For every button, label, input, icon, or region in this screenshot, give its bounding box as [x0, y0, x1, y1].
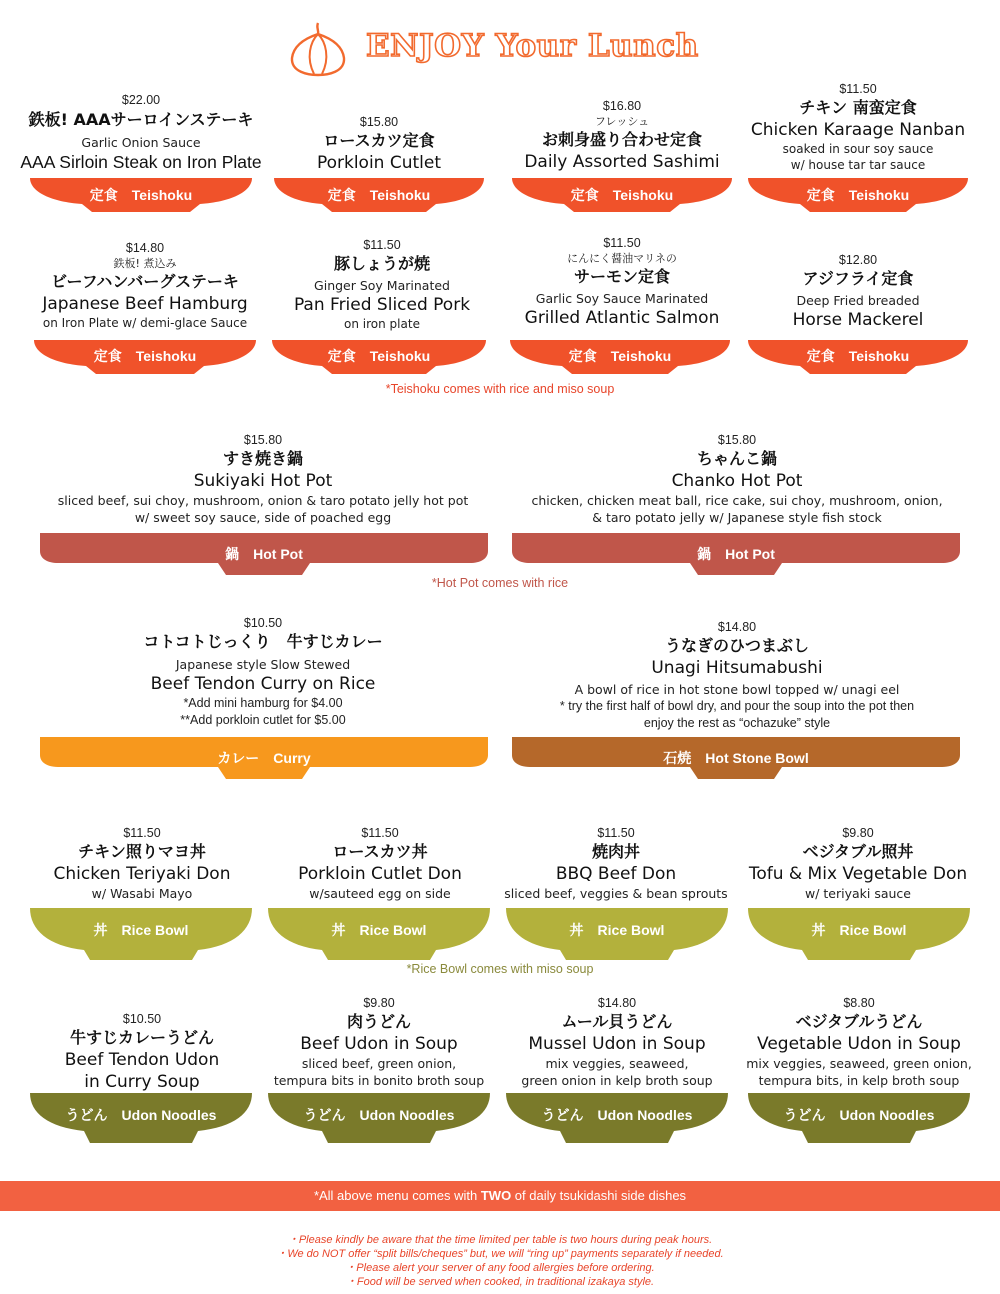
menu-item-vegetable-udon	[740, 995, 978, 1089]
bowl-label: 定食 Teishoku	[327, 187, 431, 203]
rice-bowl	[30, 908, 252, 960]
banner-bold: TWO	[480, 1188, 512, 1203]
item-en-name: Sukiyaki Hot Pot	[193, 471, 333, 491]
item-en-name: Japanese Beef Hamburg	[42, 294, 248, 314]
banner-text-end: of daily tsukidashi side dishes	[511, 1188, 687, 1203]
item-en-name: Vegetable Udon in Soup	[757, 1034, 961, 1054]
item-jp-name: チキン 南蛮定食	[799, 98, 917, 117]
item-price: $14.80	[717, 620, 757, 634]
item-jp-name: チキン照りマヨ丼	[78, 842, 206, 861]
item-desc: & taro potato jelly w/ Japanese style fish stock	[592, 510, 882, 525]
item-jp-note: フレッシュ	[594, 115, 650, 128]
item-en-name: Chanko Hot Pot	[671, 471, 803, 491]
item-en-name: Chicken Teriyaki Don	[53, 864, 231, 884]
item-en-name: Unagi Hitsumabushi	[651, 658, 823, 678]
item-desc: * try the first half of bowl dry, and pour the soup into the pot then	[559, 699, 915, 713]
menu-item-karaage-nanban	[740, 81, 976, 173]
item-price: $14.80	[125, 241, 165, 255]
item-desc: w/ sweet soy sauce, side of poached egg	[134, 510, 392, 525]
item-desc: w/ Wasabi Mayo	[91, 886, 193, 901]
item-price: $10.50	[243, 616, 283, 630]
item-subtitle: Garlic Onion Sauce	[81, 135, 201, 150]
item-jp-name: ベジタブル照丼	[802, 842, 914, 861]
menu-item-tofu-don	[740, 825, 976, 902]
bowl-label: うどん Udon Noodles	[783, 1107, 935, 1123]
bowl-label: 定食 Teishoku	[568, 348, 672, 364]
item-jp-name: ロースカツ丼	[332, 842, 428, 861]
item-subtitle: Ginger Soy Marinated	[314, 278, 450, 293]
menu-item-unagi	[504, 619, 970, 732]
menu-item-beef-udon	[262, 995, 496, 1089]
item-price: $10.50	[122, 1012, 162, 1026]
teishoku-bowl	[272, 340, 486, 374]
item-en-name: Daily Assorted Sashimi	[524, 152, 720, 172]
item-en-name: Beef Tendon Udon	[64, 1050, 220, 1070]
item-price: $11.50	[597, 826, 635, 840]
menu-item-beef-tendon-curry	[30, 615, 496, 729]
hot-stone-bowl	[512, 737, 960, 779]
menu-item-sashimi	[504, 98, 740, 173]
item-subtitle: Deep Fried breaded	[796, 293, 920, 308]
footer-notes	[0, 1233, 1000, 1289]
bowl-label: 定食 Teishoku	[570, 187, 674, 203]
udon-bowl	[506, 1093, 728, 1143]
footer-note: ・Please alert your server of any food allergies before ordering.	[345, 1262, 655, 1274]
item-jp-name: 豚しょうが焼	[333, 254, 430, 273]
menu-item-salmon	[504, 235, 740, 329]
item-jp-name: ビーフハンバーグステーキ	[51, 272, 239, 291]
bowl-label: 鍋 Hot Pot	[697, 546, 775, 562]
item-jp-name: ちゃんこ鍋	[696, 449, 777, 468]
item-addon: *Add mini hamburg for $4.00	[183, 696, 343, 710]
item-price: $15.80	[243, 433, 283, 447]
bowl-label: 定食 Teishoku	[93, 348, 197, 364]
bowl-label: 丼 Rice Bowl	[331, 922, 427, 938]
menu-item-ginger-pork	[268, 237, 496, 332]
item-en-name: Horse Mackerel	[792, 310, 924, 330]
item-en-name: Grilled Atlantic Salmon	[524, 308, 720, 328]
item-en-name: Mussel Udon in Soup	[528, 1034, 706, 1054]
item-jp-name: 肉うどん	[346, 1012, 411, 1031]
footer-note: ・Please kindly be aware that the time limited per table is two hours during peak hours.	[287, 1234, 713, 1246]
item-jp-name: ムール貝うどん	[561, 1012, 673, 1031]
page-title: ENJOY Your Lunch	[366, 28, 699, 64]
item-price: $14.80	[597, 996, 637, 1010]
rice-bowl	[268, 908, 490, 960]
item-jp-name: うなぎのひつまぶし	[664, 636, 809, 655]
item-desc: sliced beef, sui choy, mushroom, onion & taro potato jelly hot pot	[57, 493, 469, 508]
bowl-label: うどん Udon Noodles	[541, 1107, 693, 1123]
item-en-name: Beef Udon in Soup	[300, 1034, 458, 1054]
footer-note: ・Food will be served when cooked, in traditional izakaya style.	[345, 1276, 655, 1288]
curry-bowl	[40, 737, 488, 779]
item-desc: soaked in sour soy sauce	[782, 142, 934, 156]
item-desc: sliced beef, green onion,	[301, 1056, 457, 1071]
item-desc: tempura bits, in kelp broth soup	[758, 1073, 960, 1088]
bowl-label: うどん Udon Noodles	[65, 1107, 217, 1123]
bowl-label: 定食 Teishoku	[806, 348, 910, 364]
item-jp-name: お刺身盛り合わせ定食	[541, 130, 702, 149]
item-jp-name: 牛すじカレーうどん	[69, 1028, 214, 1047]
item-en-name: Chicken Karaage Nanban	[750, 120, 966, 140]
teishoku-bowl	[748, 340, 968, 374]
bowl-label: 丼 Rice Bowl	[93, 922, 189, 938]
item-price: $9.80	[842, 826, 874, 840]
item-subtitle: Garlic Soy Sauce Marinated	[535, 291, 709, 306]
item-desc: tempura bits in bonito broth soup	[273, 1073, 485, 1088]
item-price: $11.50	[361, 826, 399, 840]
menu-item-sirloin	[18, 92, 264, 173]
item-en-name: Porkloin Cutlet	[316, 153, 442, 173]
teishoku-bowl	[30, 178, 252, 212]
menu-item-horse-mackerel	[742, 252, 974, 331]
menu-header	[0, 18, 1000, 82]
teishoku-bowl	[748, 178, 968, 212]
item-jp-name: ロースカツ定食	[323, 131, 435, 150]
item-en-name: Porkloin Cutlet Don	[298, 864, 462, 884]
hotpot-note: *Hot Pot comes with rice	[431, 576, 569, 590]
item-en-name: Beef Tendon Curry on Rice	[150, 674, 376, 694]
item-desc: on Iron Plate w/ demi-glace Sauce	[42, 316, 248, 330]
item-desc: w/sauteed egg on side	[309, 886, 451, 901]
item-en-name: Pan Fried Sliced Pork	[293, 295, 471, 315]
teishoku-bowl	[34, 340, 256, 374]
menu-item-porkloin-don	[262, 825, 498, 902]
item-price: $11.50	[839, 82, 877, 96]
menu-item-mussel-udon	[500, 995, 734, 1089]
teishoku-bowl	[274, 178, 484, 212]
item-desc: on iron plate	[344, 317, 420, 331]
menu-item-hamburg	[24, 240, 266, 331]
menu-item-teriyaki-don	[24, 825, 260, 902]
udon-bowl	[268, 1093, 490, 1143]
bowl-label: カレー Curry	[217, 750, 311, 766]
item-jp-name: サーモン定食	[573, 267, 670, 286]
item-jp-name: すき焼き鍋	[222, 449, 303, 468]
banner-text: *All above menu comes with	[313, 1188, 481, 1203]
item-jp-note: にんにく醤油マリネの	[567, 252, 677, 265]
menu-item-porkloin-cutlet	[264, 114, 494, 174]
item-desc: w/ teriyaki sauce	[804, 886, 911, 901]
bowl-label: 定食 Teishoku	[327, 348, 431, 364]
side-dish-banner	[0, 1181, 1000, 1211]
footer-note: ・We do NOT offer “split bills/cheques” but, we will “ring up” payments separately if needed.	[276, 1248, 724, 1260]
item-jp-name: 鉄板! AAAサーロインステーキ	[28, 110, 254, 129]
item-desc: mix veggies, seaweed, green onion,	[746, 1056, 972, 1071]
menu-item-sukiyaki	[30, 432, 496, 526]
rice-bowl	[748, 908, 970, 960]
item-desc: sliced beef, veggies & bean sprouts	[504, 886, 728, 901]
item-jp-name: アジフライ定食	[802, 269, 914, 288]
item-price: $15.80	[717, 433, 757, 447]
bowl-label: 定食 Teishoku	[89, 187, 193, 203]
item-desc: mix veggies, seaweed,	[545, 1056, 689, 1071]
item-subtitle: Japanese style Slow Stewed	[175, 657, 351, 672]
item-price: $11.50	[363, 238, 401, 252]
teishoku-note: *Teishoku comes with rice and miso soup	[385, 382, 615, 396]
bowl-label: 鍋 Hot Pot	[225, 546, 303, 562]
udon-bowl	[748, 1093, 970, 1143]
bowl-label: 定食 Teishoku	[806, 187, 910, 203]
item-price: $9.80	[363, 996, 395, 1010]
udon-bowl	[30, 1093, 252, 1143]
item-jp-name: 焼肉丼	[591, 842, 640, 861]
bowl-label: 丼 Rice Bowl	[811, 922, 907, 938]
item-price: $12.80	[838, 253, 878, 267]
bowl-label: うどん Udon Noodles	[303, 1107, 455, 1123]
bowl-label: 石焼 Hot Stone Bowl	[663, 750, 809, 766]
item-desc: green onion in kelp broth soup	[521, 1073, 713, 1088]
ricebowl-note: *Rice Bowl comes with miso soup	[406, 962, 594, 976]
menu-item-bbq-beef-don	[498, 825, 734, 902]
item-jp-name: コトコトじっくり 牛すじカレー	[143, 632, 383, 651]
bowl-label: 丼 Rice Bowl	[569, 922, 665, 938]
item-desc: A bowl of rice in hot stone bowl topped w/ unagi eel	[574, 682, 900, 697]
item-price: $22.00	[121, 93, 161, 107]
menu-item-chanko	[504, 432, 970, 526]
item-en-name: Tofu & Mix Vegetable Don	[748, 864, 968, 884]
item-jp-note: 鉄板! 煮込み	[113, 257, 177, 270]
item-price: $16.80	[602, 99, 642, 113]
item-price: $15.80	[359, 115, 399, 129]
teishoku-bowl	[510, 340, 730, 374]
item-desc: w/ house tar tar sauce	[790, 158, 926, 172]
item-jp-name: ベジタブルうどん	[795, 1012, 923, 1031]
item-price: $11.50	[603, 236, 641, 250]
item-en-name: BBQ Beef Don	[555, 864, 677, 884]
item-desc: enjoy the rest as “ochazuke” style	[643, 716, 831, 730]
item-price: $11.50	[123, 826, 161, 840]
item-en-name: AAA Sirloin Steak on Iron Plate	[20, 152, 262, 172]
item-desc: chicken, chicken meat ball, rice cake, sui choy, mushroom, onion,	[531, 493, 943, 508]
hotpot-bowl	[40, 533, 488, 575]
item-en-name-2: in Curry Soup	[84, 1072, 200, 1092]
menu-item-curry-udon	[24, 1011, 260, 1093]
item-price: $8.80	[843, 996, 875, 1010]
hotpot-bowl	[512, 533, 960, 575]
garlic-icon	[288, 20, 348, 78]
rice-bowl	[506, 908, 728, 960]
teishoku-bowl	[512, 178, 732, 212]
item-addon: **Add porkloin cutlet for $5.00	[180, 713, 346, 727]
